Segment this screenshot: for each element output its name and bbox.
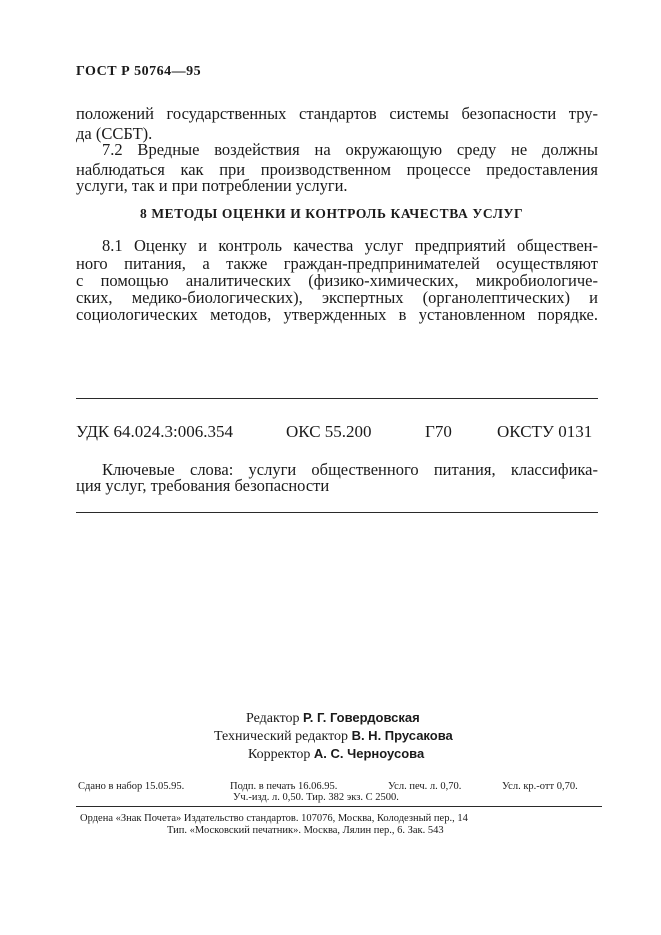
imprint-line: Уч.-изд. л. 0,50. Тир. 382 экз. С 2500. (233, 792, 399, 803)
document-header: ГОСТ Р 50764—95 (76, 64, 202, 79)
paragraph-7-2-line: 7.2 Вредные воздействия на окружающую среду не должны (102, 140, 598, 159)
section-heading: 8 МЕТОДЫ ОЦЕНКИ И КОНТРОЛЬ КАЧЕСТВА УСЛУГ (140, 206, 524, 221)
credit-corrector (248, 744, 424, 764)
paragraph-8-1-line: с помощью аналитических (физико-химических, микробиологиче- (76, 271, 598, 290)
paragraph-8-1-line: 8.1 Оценку и контроль качества услуг предприятий обществен- (102, 236, 598, 255)
imprint-line: Подп. в печать 16.06.95. (230, 781, 338, 792)
credit-role: Корректор (248, 747, 311, 762)
keywords-line: ция услуг, требования безопасности (76, 476, 330, 495)
credit-role: Технический редактор (214, 729, 349, 744)
imprint-line: Ордена «Знак Почета» Издательство стандартов. 107076, Москва, Колодезный пер., 14 (80, 813, 468, 824)
group-code: Г70 (425, 422, 452, 441)
imprint-line: Усл. кр.-отт 0,70. (502, 781, 578, 792)
paragraph-8-1-line: социологических методов, утвержденных в установленном порядке. (76, 305, 598, 324)
paragraph-7-2-line: услуги, так и при потреблении услуги. (76, 176, 348, 195)
divider (76, 512, 598, 513)
credit-role: Редактор (246, 711, 300, 726)
imprint-line: Усл. печ. л. 0,70. (388, 781, 462, 792)
oks-code: ОКС 55.200 (286, 422, 372, 441)
okstu-code: ОКСТУ 0131 (497, 422, 593, 441)
body-text-line: да (ССБТ). (76, 124, 153, 143)
credit-tech-editor (214, 726, 453, 746)
credit-editor (246, 708, 420, 728)
body-text-line: положений государственных стандартов системы безопасности тру- (76, 104, 598, 123)
keywords-line: Ключевые слова: услуги общественного питания, классифика- (102, 460, 598, 479)
credit-name: А. С. Черноусова (313, 746, 425, 761)
imprint-line: Тип. «Московский печатник». Москва, Лялин пер., 6. Зак. 543 (167, 825, 444, 836)
divider (76, 398, 598, 399)
paragraph-8-1-line: ских, медико-биологических), экспертных (органолептических) и (76, 288, 598, 307)
divider (76, 806, 602, 807)
credit-name: В. Н. Прусакова (351, 728, 453, 743)
udk-code: УДК 64.024.3:006.354 (76, 422, 233, 441)
paragraph-8-1-line: ного питания, а также граждан-предпринимателей осуществляют (76, 254, 598, 273)
imprint-line: Сдано в набор 15.05.95. (78, 781, 185, 792)
paragraph-7-2-line: наблюдаться как при производственном процессе предоставления (76, 160, 598, 179)
credit-name: Р. Г. Говердовская (303, 710, 420, 725)
